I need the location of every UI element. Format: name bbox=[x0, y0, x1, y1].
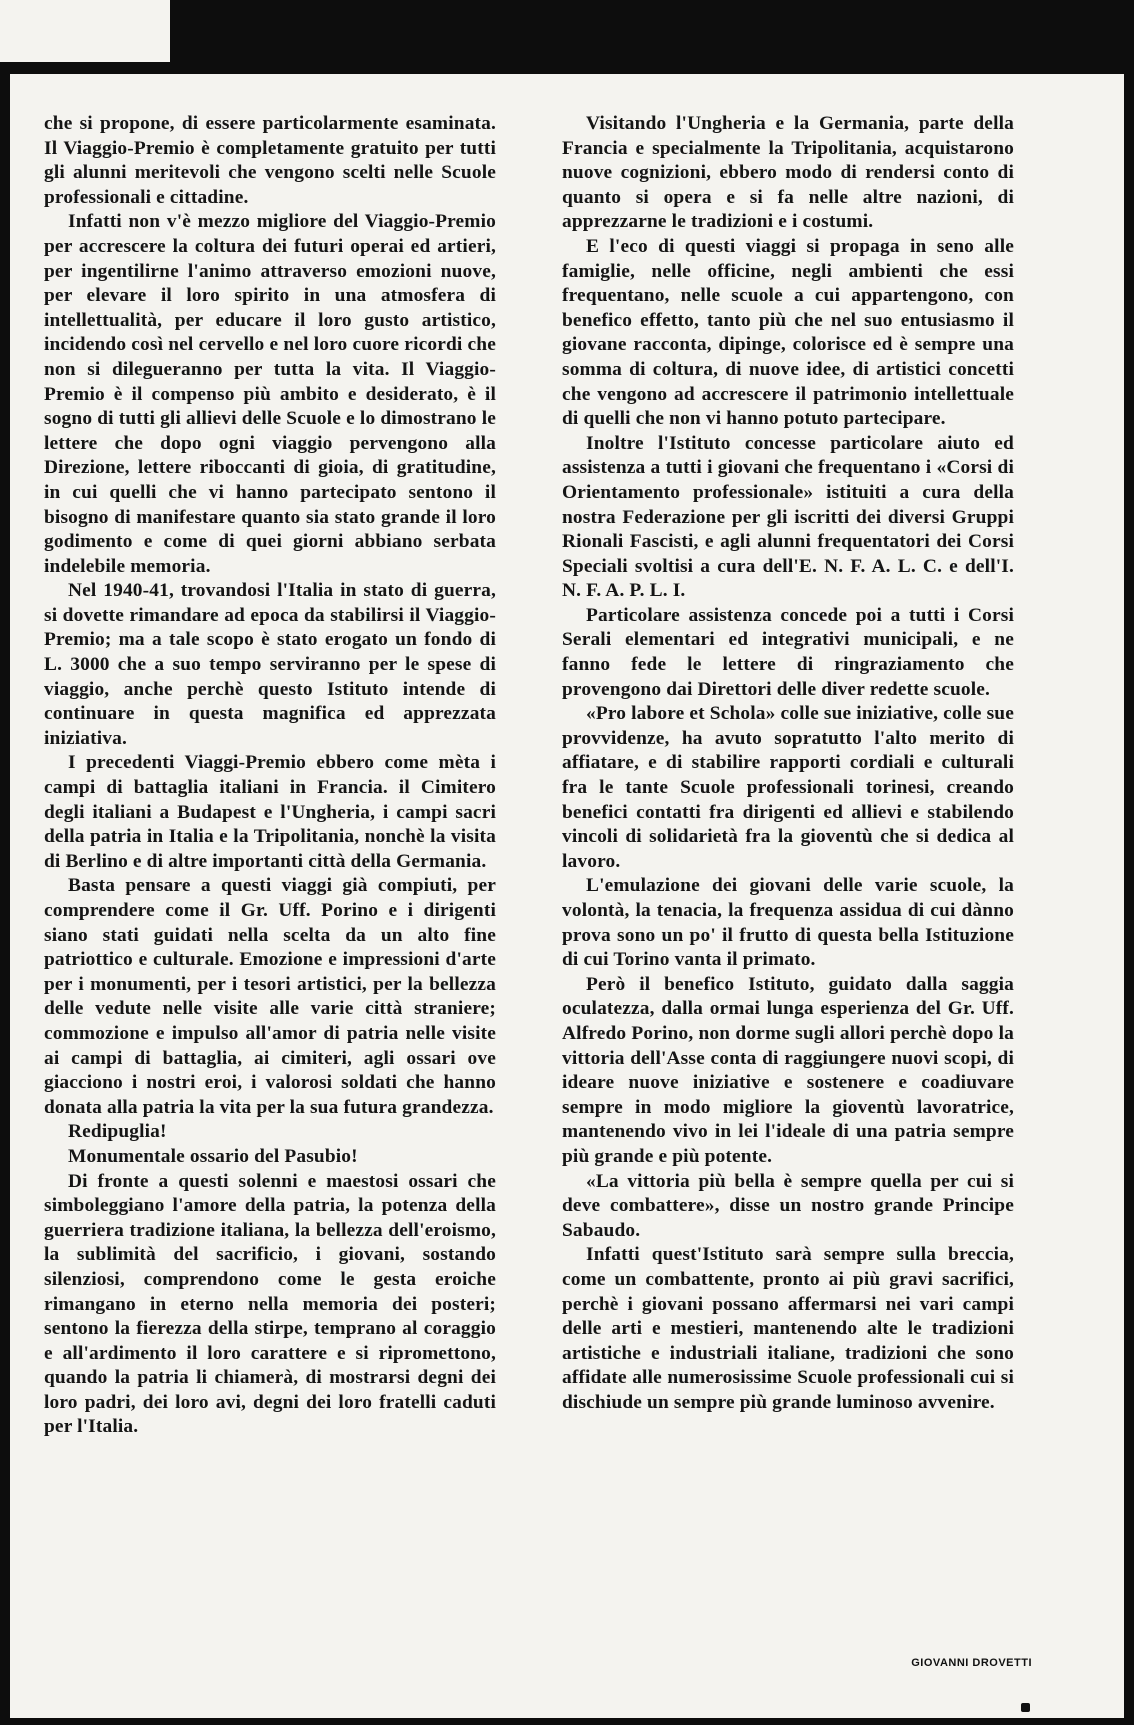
frame-right-border bbox=[1124, 62, 1134, 1725]
top-black-band bbox=[170, 0, 1134, 64]
paragraph: E l'eco di questi viaggi si propaga in seno alle famiglie, nelle officine, negli ambienti che essi frequentano, nelle scuole a cui appartengono, con benefico effetto, tanto più che nel suo entusiasmo il giovane racconta, dipinge, colorisce ed è sempre una somma di coltura, di nuove idee, di artistici concetti che vengono ad accrescere il patrimonio intellettuale di quelli che non vi hanno potuto partecipare. bbox=[562, 235, 1014, 430]
paragraph: «Pro labore et Schola» colle sue iniziative, colle sue provvidenze, ha avuto sopratutto l'alto merito di affiatare, e di stabilire rapporti cordiali e culturali fra le tante Scuole professionali torinesi, creando benefici contatti fra dirigenti ed allievi e stabilendo vincoli di solidarietà fra la gioventù che si dedica al lavoro. bbox=[562, 703, 1014, 872]
paragraph: Però il benefico Istituto, guidato dalla saggia oculatezza, dalla ormai lunga esperienza del Gr. Uff. Alfredo Porino, non dorme sugli allori perchè dopo la vittoria dell'Asse conta di raggiungere nuovi scopi, di ideare nuove iniziative e sostenere e coadiuvare sempre in modo migliore la gioventù lavoratrice, mantenendo vivo in lei l'ideale di una patria sempre più grande e più potente. bbox=[562, 973, 1014, 1167]
paragraph: Di fronte a questi solenni e maestosi ossari che simboleggiano l'amore della patria, la potenza della guerriera tradizione italiana, la bellezza dell'eroismo, la sublimità del sacrificio, i giovani, sostando silenziosi, comprendono come le gesta eroiche rimangano in eterno nella memoria dei posteri; sentono la fierezza della stirpe, temprano al coraggio e all'ardimento il loro carattere e si ripromettono, quando la patria li chiamerà, di mostrarsi degni dei loro padri, dei loro avi, degni dei loro fratelli caduti per l'Italia. bbox=[44, 1170, 496, 1438]
left-text-column bbox=[44, 112, 496, 1440]
paragraph: Inoltre l'Istituto concesse particolare aiuto ed assistenza a tutti i giovani che frequentano i «Corsi di Orientamento professionale» istituiti a cura della nostra Federazione per gli iscritti dei diversi Gruppi Rionali Fascisti, e agli alunni frequentatori dei Corsi Speciali svoltisi a cura dell'E. N. F. A. L. C. e dell'I. N. F. A. P. L. I. bbox=[562, 432, 1014, 602]
paragraph: Nel 1940-41, trovandosi l'Italia in stato di guerra, si dovette rimandare ad epoca da stabilirsi il Viaggio-Premio; ma a tale scopo è stato erogato un fondo di L. 3000 che a suo tempo serviranno per le spese di viaggio, anche perchè questo Istituto intende di continuare in questa magnifica ed apprezzata iniziativa. bbox=[44, 580, 496, 749]
paragraph: Redipuglia! bbox=[68, 1121, 167, 1143]
paragraph: Infatti quest'Istituto sarà sempre sulla breccia, come un combattente, pronto ai più gravi sacrifici, perchè i giovani possano affermarsi nei vari campi delle arti e mestieri, mantenendo alte le tradizioni artistiche e industriali italiane, tradizioni che sono affidate alle numerosissime Scuole professionali cui si dischiude un sempre più grande luminoso avvenire. bbox=[562, 1244, 1014, 1413]
paragraph: Particolare assistenza concede poi a tutti i Corsi Serali elementari ed integrativi municipali, e ne fanno fede le lettere di ringraziamento che provengono dai Direttori delle diver redette scuole. bbox=[562, 604, 1014, 700]
paragraph: Visitando l'Ungheria e la Germania, parte della Francia e specialmente la Tripolitania, acquistarono nuove cognizioni, ebbero modo di rendersi conto di quanto si opera e si fa nelle altre nazioni, di apprezzarne le tradizioni e i costumi. bbox=[562, 113, 1014, 233]
frame-bottom-border bbox=[0, 1718, 1134, 1725]
paragraph: Infatti non v'è mezzo migliore del Viaggio-Premio per accrescere la coltura dei futuri operai ed artieri, per ingentilirne l'animo attraverso emozioni nuove, per elevare il loro spirito in una atmosfera di intellettualità, per educare il loro gusto artistico, incidendo così nel cervello e nel loro cuore ricordi che non si dilegueranno per tutta la vita. Il Viaggio-Premio è il compenso più ambito e desiderato, è il sogno di tutti gli allievi delle Scuole e lo dimostrano le lettere che dopo ogni viaggio pervengono alla Direzione, lettere riboccanti di gioia, di gratitudine, in cui quelli che vi hanno partecipato sentono il bisogno di manifestare quanto sia stato grande il loro godimento e come di quei giorni abbiano serbata indelebile memoria. bbox=[44, 211, 496, 577]
corner-mark bbox=[1021, 1703, 1030, 1712]
frame-left-border bbox=[0, 62, 10, 1725]
author-signature: GIOVANNI DROVETTI bbox=[911, 1657, 1032, 1669]
paragraph: «La vittoria più bella è sempre quella per cui si deve combattere», disse un nostro grande Principe Sabaudo. bbox=[562, 1170, 1014, 1241]
paragraph: che si propone, di essere particolarmente esaminata. Il Viaggio-Premio è completamente gratuito per tutti gli alunni meritevoli che vengono scelti nelle Scuole professionali e cittadine. bbox=[44, 113, 496, 208]
paragraph: I precedenti Viaggi-Premio ebbero come mèta i campi di battaglia italiani in Francia. il Cimitero degli italiani a Budapest e l'Ungheria, i campi sacri della patria in Italia e la Tripolitania, nonchè la visita di Berlino e di altre importanti città della Germania. bbox=[44, 752, 496, 872]
frame-top-border bbox=[0, 62, 1134, 74]
paragraph: L'emulazione dei giovani delle varie scuole, la volontà, la tenacia, la frequenza assidua di cui dànno prova sono un po' il frutto di questa bella Istituzione di cui Torino vanta il primato. bbox=[562, 875, 1014, 971]
paragraph: Basta pensare a questi viaggi già compiuti, per comprendere come il Gr. Uff. Porino e i dirigenti siano stati guidati nella scelta da un alto fine patriottico e culturale. Emozione e impressioni d'arte per i monumenti, per i tesori artistici, per la bellezza delle vedute nelle visite alle varie città straniere; commozione e impulso all'amor di patria nelle visite ai campi di battaglia, ai cimiteri, agli ossari ove giacciono i nostri eroi, i valorosi soldati che hanno donata alla patria la vita per la sua futura grandezza. bbox=[44, 875, 496, 1118]
right-text-column bbox=[562, 112, 1014, 1415]
paragraph: Monumentale ossario del Pasubio! bbox=[68, 1145, 358, 1167]
